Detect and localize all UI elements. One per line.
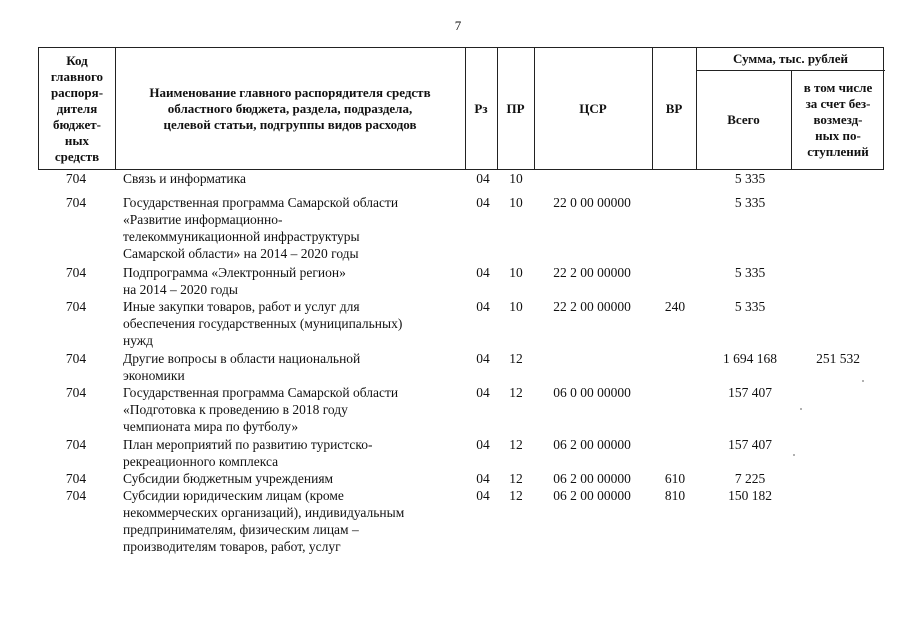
cell-code: 704	[65, 385, 87, 400]
table-header	[38, 47, 884, 170]
cell-pr: 12	[509, 385, 523, 400]
cell-csr: 22 0 00 00000	[553, 195, 631, 210]
cell-code: 704	[65, 488, 87, 503]
cell-rz: 04	[476, 195, 490, 210]
cell-csr: 22 2 00 00000	[553, 265, 631, 280]
cell-name: Связь и информатика	[123, 171, 246, 186]
cell-csr: 22 2 00 00000	[553, 299, 631, 314]
cell-total: 5 335	[734, 171, 766, 186]
cell-csr: 06 2 00 00000	[553, 488, 631, 503]
cell-code: 704	[65, 265, 87, 280]
cell-total: 157 407	[728, 437, 772, 452]
header-csr: ЦСР	[579, 100, 607, 116]
cell-vr: 240	[664, 299, 686, 314]
cell-rz: 04	[476, 351, 490, 366]
cell-total: 5 335	[734, 299, 766, 314]
cell-pr: 12	[509, 471, 523, 486]
cell-rz: 04	[476, 299, 490, 314]
cell-total: 7 225	[734, 471, 766, 486]
cell-name: Иные закупки товаров, работ и услуг для обеспечения государственных (муниципальных) нужд	[123, 299, 403, 348]
cell-total: 5 335	[734, 265, 766, 280]
cell-name: Государственная программа Самарской области «Подготовка к проведению в 2018 году чемпионата мира по футболу»	[123, 385, 399, 434]
cell-code: 704	[65, 351, 87, 366]
scan-speck	[862, 380, 864, 382]
header-name: Наименование главного распорядителя средств областного бюджета, раздела, подраздела, целевой статьи, подгруппы видов расходов	[149, 84, 431, 132]
cell-code: 704	[65, 195, 87, 210]
cell-code: 704	[65, 171, 87, 186]
cell-name: Субсидии юридическим лицам (кроме некоммерческих организаций), индивидуальным предпринимателям, физическим лицам – производителям товаров, работ, услуг	[123, 488, 405, 554]
cell-total: 157 407	[728, 385, 772, 400]
scan-speck	[800, 408, 802, 410]
cell-pr: 10	[509, 265, 523, 280]
header-code: Код главного распоря- дителя бюджет- ных средств	[50, 52, 104, 164]
cell-rz: 04	[476, 265, 490, 280]
cell-rz: 04	[476, 171, 490, 186]
cell-pr: 10	[509, 299, 523, 314]
cell-total: 5 335	[734, 195, 766, 210]
header-free: в том числе за счет без- возмезд- ных по- ступлений	[803, 79, 873, 159]
cell-name: Другие вопросы в области национальной экономики	[123, 351, 361, 383]
cell-csr: 06 2 00 00000	[553, 437, 631, 452]
cell-vr: 610	[664, 471, 686, 486]
cell-csr: 06 0 00 00000	[553, 385, 631, 400]
cell-rz: 04	[476, 385, 490, 400]
cell-name: Государственная программа Самарской области «Развитие информационно- телекоммуникационной инфраструктуры Самарской области» на 2014 – 2020 годы	[123, 195, 399, 261]
cell-csr: 06 2 00 00000	[553, 471, 631, 486]
cell-total: 150 182	[728, 488, 772, 503]
cell-code: 704	[65, 299, 87, 314]
cell-pr: 10	[509, 195, 523, 210]
scan-speck	[793, 454, 795, 456]
cell-vr: 810	[664, 488, 686, 503]
cell-rz: 04	[476, 488, 490, 503]
cell-free: 251 532	[816, 351, 860, 366]
header-pr: ПР	[506, 100, 525, 116]
cell-pr: 12	[509, 351, 523, 366]
cell-pr: 12	[509, 437, 523, 452]
cell-rz: 04	[476, 437, 490, 452]
cell-name: План мероприятий по развитию туристско- рекреационного комплекса	[123, 437, 373, 469]
header-rz: Рз	[474, 100, 488, 116]
header-vr: ВР	[665, 100, 683, 116]
cell-code: 704	[65, 471, 87, 486]
cell-name: Субсидии бюджетным учреждениям	[123, 471, 334, 486]
cell-rz: 04	[476, 471, 490, 486]
cell-pr: 12	[509, 488, 523, 503]
header-sum: Сумма, тыс. рублей	[733, 51, 848, 66]
cell-total: 1 694 168	[723, 351, 777, 366]
header-total: Всего	[727, 111, 760, 127]
cell-name: Подпрограмма «Электронный регион» на 2014 – 2020 годы	[123, 265, 346, 297]
cell-pr: 10	[509, 171, 523, 186]
page-number: 7	[454, 18, 462, 33]
cell-code: 704	[65, 437, 87, 452]
